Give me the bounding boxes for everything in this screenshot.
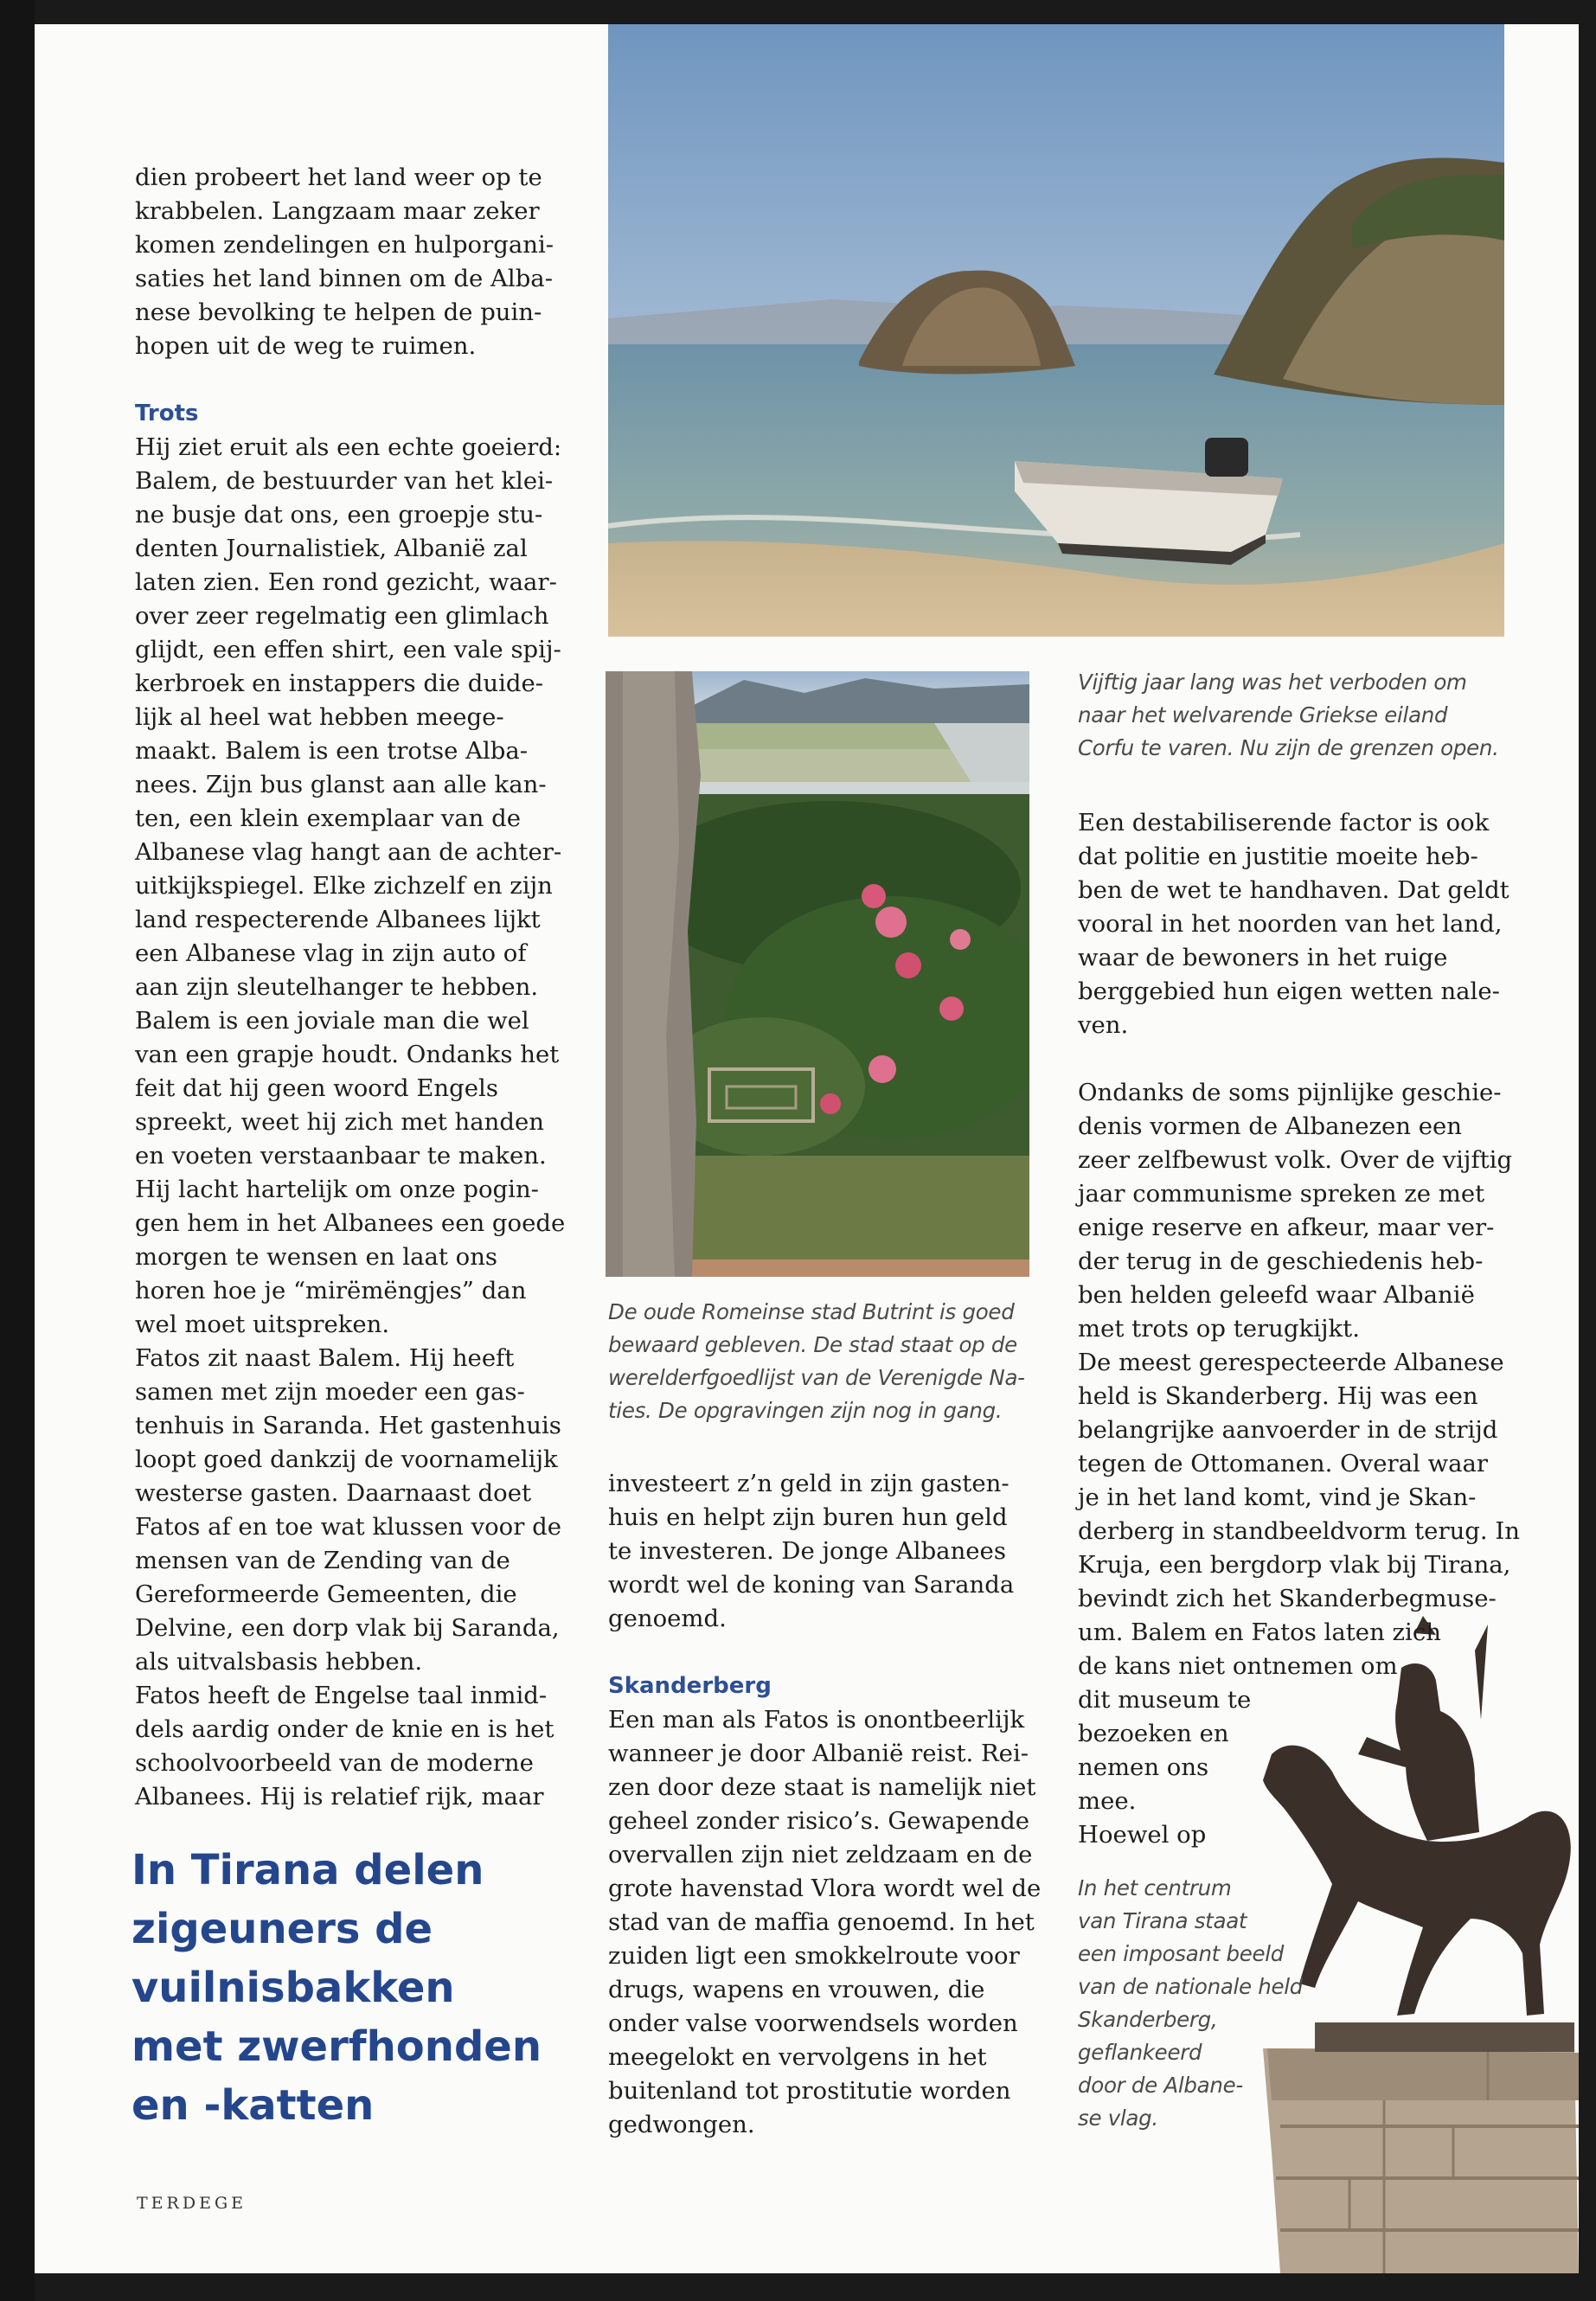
text-line: nees. Zijn bus glanst aan alle kan- — [135, 771, 547, 798]
text-line: Een destabiliserende factor is ook — [1078, 809, 1490, 836]
text-line: Albanees. Hij is relatief rijk, maar — [135, 1783, 544, 1811]
fatos-paragraph — [608, 1467, 1058, 1636]
text-line: Hij lacht hartelijk om onze pogin- — [135, 1176, 539, 1203]
caption-line: Corfu te varen. Nu zijn de grenzen open. — [1078, 735, 1499, 760]
destabilising-paragraph — [1078, 806, 1562, 1042]
pull-quote-line: vuilnisbakken — [131, 1964, 455, 2012]
caption-line: In het centrum — [1078, 1875, 1232, 1900]
text-line: uitkijkspiegel. Elke zichzelf en zijn — [135, 872, 553, 900]
text-line: jaar communisme spreken ze met — [1078, 1180, 1485, 1208]
text-line: saties het land binnen om de Alba- — [135, 265, 553, 292]
text-line: dien probeert het land weer op te — [135, 163, 542, 191]
text-line: belangrijke aanvoerder in de strijd — [1078, 1416, 1498, 1444]
text-line: Ondanks de soms pijnlijke geschie- — [1078, 1079, 1502, 1106]
text-line: Fatos af en toe wat klussen voor de — [135, 1513, 561, 1541]
text-line: schoolvoorbeeld van de moderne — [135, 1749, 534, 1777]
pull-quote-line: In Tirana delen — [131, 1846, 484, 1894]
text-line: Balem, de bestuurder van het klei- — [135, 467, 554, 495]
text-line: dat politie en justitie moeite heb- — [1078, 843, 1478, 870]
pull-quote-line: zigeuners de — [131, 1905, 433, 1953]
text-line: een Albanese vlag in zijn auto of — [135, 939, 527, 967]
trots-paragraph — [135, 431, 619, 1814]
text-line: um. Balem en Fatos laten zich — [1078, 1618, 1441, 1646]
butrint-photo — [606, 671, 1029, 1277]
text-line: wanneer je door Albanië reist. Rei- — [608, 1740, 1029, 1767]
text-line: Een man als Fatos is onontbeerlijk — [608, 1706, 1025, 1734]
text-line: mensen van de Zending van de — [135, 1547, 510, 1574]
caption-line: werelderfgoedlijst van de Verenigde Na- — [608, 1365, 1025, 1390]
caption-line: se vlag. — [1078, 2106, 1158, 2131]
pull-quote — [131, 1841, 651, 2135]
text-line: stad van de maffia genoemd. In het — [608, 1908, 1035, 1936]
text-line: ten, een klein exemplaar van de — [135, 804, 521, 832]
text-line: land respecterende Albanees lijkt — [135, 906, 541, 933]
text-line: laten zien. Een rond gezicht, waar- — [135, 568, 557, 596]
caption-line: naar het welvarende Griekse eiland — [1078, 702, 1448, 727]
text-line: loopt goed dankzij de voornamelijk — [135, 1445, 558, 1473]
text-line: en voeten verstaanbaar te maken. — [135, 1142, 547, 1170]
text-line: ben helden geleefd waar Albanië — [1078, 1281, 1475, 1309]
text-line: met trots op terugkijkt. — [1078, 1315, 1360, 1343]
pull-quote-line: en -katten — [131, 2081, 375, 2130]
text-line: Delvine, een dorp vlak bij Saranda, — [135, 1614, 560, 1642]
caption-line: van Tirana staat — [1078, 1908, 1247, 1933]
text-line: ben de wet te handhaven. Dat geldt — [1078, 876, 1509, 904]
text-line: berggebied hun eigen wetten nale- — [1078, 977, 1500, 1005]
text-line: kerbroek en instappers die duide- — [135, 670, 544, 697]
text-line: ne busje dat ons, een groepje stu- — [135, 501, 543, 529]
text-line: over zeer regelmatig een glimlach — [135, 602, 549, 630]
text-line: krabbelen. Langzaam maar zeker — [135, 197, 540, 225]
magazine-page — [35, 24, 1579, 2273]
history-paragraph — [1078, 1076, 1562, 1852]
text-line: mee. — [1078, 1787, 1137, 1815]
text-line: Gereformeerde Gemeenten, die — [135, 1580, 517, 1608]
text-line: De meest gerespecteerde Albanese — [1078, 1349, 1504, 1376]
text-line: huis en helpt zijn buren hun geld — [608, 1503, 1008, 1531]
text-line: enige reserve en afkeur, maar ver- — [1078, 1214, 1495, 1241]
text-line: tegen de Ottomanen. Overal waar — [1078, 1450, 1489, 1477]
caption-butrint — [608, 1296, 1041, 1427]
caption-line: De oude Romeinse stad Butrint is goed — [608, 1299, 1015, 1324]
intro-paragraph — [135, 161, 619, 363]
skanderberg-paragraph — [608, 1703, 1058, 2142]
text-line: tenhuis in Saranda. Het gastenhuis — [135, 1412, 561, 1439]
text-line: maakt. Balem is een trotse Alba- — [135, 737, 529, 765]
text-line: wel moet uitspreken. — [135, 1311, 390, 1338]
text-line: spreekt, weet hij zich met handen — [135, 1108, 544, 1136]
text-line: morgen te wensen en laat ons — [135, 1243, 498, 1271]
text-line: dels aardig onder de knie en is het — [135, 1715, 554, 1743]
caption-corfu — [1078, 666, 1579, 765]
text-line: Hij ziet eruit als een echte goeierd: — [135, 433, 562, 461]
text-line: ven. — [1078, 1011, 1129, 1039]
text-line: feit dat hij geen woord Engels — [135, 1074, 498, 1102]
caption-line: door de Albane- — [1078, 2073, 1243, 2098]
text-line: glijdt, een effen shirt, een vale spij- — [135, 636, 561, 663]
text-line: held is Skanderberg. Hij was een — [1078, 1382, 1478, 1410]
text-line: samen met zijn moeder een gas- — [135, 1378, 525, 1406]
text-line: der terug in de geschiedenis heb- — [1078, 1247, 1484, 1275]
text-line: Albanese vlag hangt aan de achter- — [135, 838, 562, 866]
text-line: vooral in het noorden van het land, — [1078, 910, 1503, 938]
text-line: bezoeken en — [1078, 1720, 1229, 1747]
text-line: zuiden ligt een smokkelroute voor — [608, 1942, 1020, 1970]
text-line: drugs, wapens en vrouwen, die — [608, 1976, 985, 2003]
text-line: meegelokt en vervolgens in het — [608, 2043, 987, 2071]
column-3 — [1078, 806, 1562, 1852]
scan-edge — [0, 0, 35, 2301]
footer-magazine-name: TERDEGE — [137, 2194, 247, 2213]
text-line: gen hem in het Albanees een goede — [135, 1209, 566, 1237]
text-line: lijk al heel wat hebben meege- — [135, 703, 504, 731]
text-line: je in het land komt, vind je Skan- — [1078, 1484, 1477, 1511]
text-line: geheel zonder risico’s. Gewapende — [608, 1807, 1029, 1835]
text-line: als uitvalsbasis hebben. — [135, 1648, 423, 1676]
text-line: Fatos zit naast Balem. Hij heeft — [135, 1344, 515, 1372]
text-line: komen zendelingen en hulporgani- — [135, 231, 554, 259]
caption-line: Vijftig jaar lang was het verboden om — [1078, 670, 1467, 695]
section-heading-trots: Trots — [135, 401, 199, 426]
column-1 — [135, 161, 619, 1814]
caption-line: bewaard gebleven. De stad staat op de — [608, 1332, 1017, 1357]
text-line: nese bevolking te helpen de puin- — [135, 298, 542, 326]
text-line: gedwongen. — [608, 2111, 755, 2138]
text-line: grote havenstad Vlora wordt wel de — [608, 1875, 1042, 1902]
text-line: derberg in standbeeldvorm terug. In — [1078, 1517, 1520, 1545]
text-line: nemen ons — [1078, 1753, 1209, 1781]
section-heading-skanderberg: Skanderberg — [608, 1673, 772, 1699]
caption-statue — [1078, 1872, 1337, 2135]
text-line: van een grapje houdt. Ondanks het — [135, 1041, 560, 1068]
text-line: wordt wel de koning van Saranda — [608, 1571, 1015, 1599]
text-line: onder valse voorwendsels worden — [608, 2009, 1018, 2037]
caption-line: ties. De opgravingen zijn nog in gang. — [608, 1398, 1003, 1423]
text-line: buitenland tot prostitutie worden — [608, 2077, 1011, 2105]
text-line: Kruja, een bergdorp vlak bij Tirana, — [1078, 1551, 1511, 1579]
text-line: dit museum te — [1078, 1686, 1252, 1714]
text-line: hopen uit de weg te ruimen. — [135, 332, 477, 360]
text-line: Balem is een joviale man die wel — [135, 1007, 529, 1035]
text-line: horen hoe je “mirëmëngjes” dan — [135, 1277, 527, 1304]
text-line: westerse gasten. Daarnaast doet — [135, 1479, 532, 1507]
column-2 — [608, 1467, 1058, 2142]
caption-line: een imposant beeld — [1078, 1941, 1285, 1966]
text-line: zeer zelfbewust volk. Over de vijftig — [1078, 1146, 1513, 1174]
text-line: Hoewel op — [1078, 1821, 1207, 1849]
text-line: overvallen zijn niet zeldzaam en de — [608, 1841, 1033, 1868]
caption-line: geflankeerd — [1078, 2040, 1202, 2065]
text-line: denis vormen de Albanezen een — [1078, 1112, 1463, 1140]
coast-boat-photo — [608, 24, 1504, 637]
text-line: zen door deze staat is namelijk niet — [608, 1773, 1036, 1801]
caption-line: van de nationale held — [1078, 1974, 1304, 1999]
text-line: de kans niet ontnemen om — [1078, 1652, 1398, 1680]
text-line: te investeren. De jonge Albanees — [608, 1537, 1006, 1565]
text-line: denten Journalistiek, Albanië zal — [135, 535, 528, 562]
text-line: bevindt zich het Skanderbegmuse- — [1078, 1585, 1497, 1612]
text-line: genoemd. — [608, 1605, 727, 1632]
text-line: Fatos heeft de Engelse taal inmid- — [135, 1682, 548, 1709]
text-line: investeert z’n geld in zijn gasten- — [608, 1470, 1010, 1497]
text-line: waar de bewoners in het ruige — [1078, 944, 1448, 971]
text-line: aan zijn sleutelhanger te hebben. — [135, 973, 539, 1001]
caption-line: Skanderberg, — [1078, 2007, 1218, 2032]
pull-quote-line: met zwerfhonden — [131, 2022, 542, 2071]
